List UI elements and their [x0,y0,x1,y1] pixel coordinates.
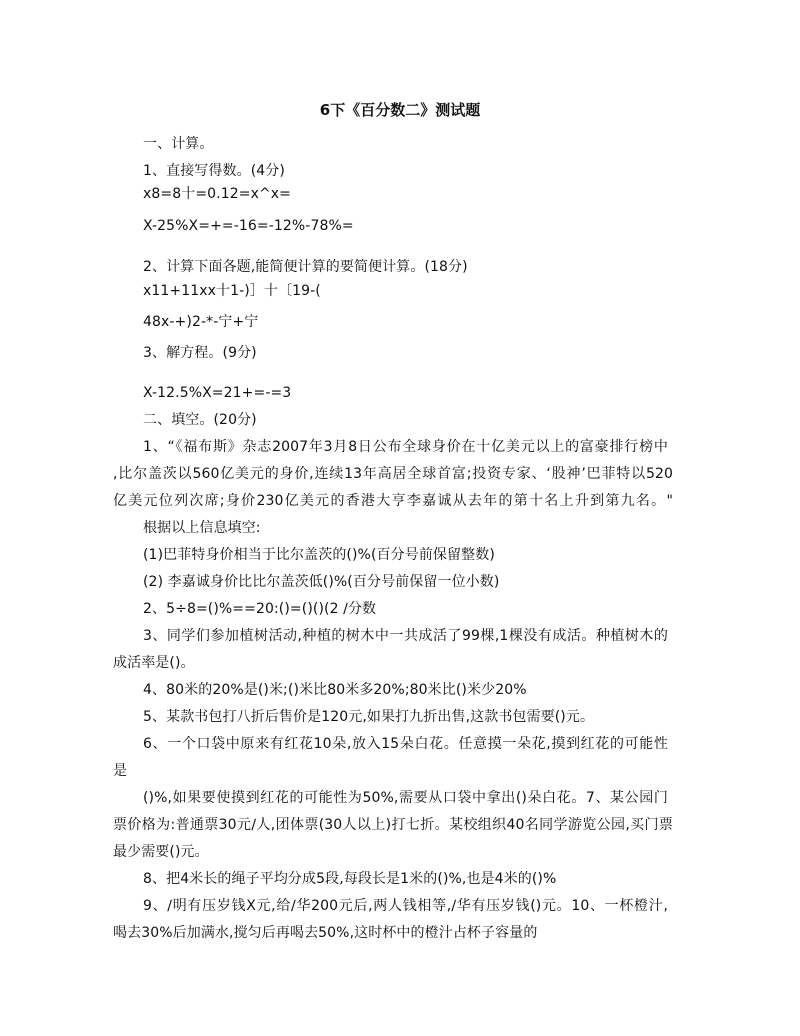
paragraph-line: 成活率是()。 [113,655,195,671]
paragraph-line: 6、一个口袋中原来有红花10朵,放入15朵白花。任意摸一朵花,摸到红花的可能性 [143,736,668,752]
paragraph-line: 2、5÷8=()%==20:()=()()(2 ∕分数 [143,601,377,617]
question-heading: 2、计算下面各题,能简便计算的要简便计算。(18分) [143,259,468,275]
question-heading: 1、直接写得数。(4分) [143,163,285,179]
paragraph-line: ()%,如果要使摸到红花的可能性为50%,需要从口袋中拿出()朵白花。7、某公园门 [143,790,668,806]
paragraph-line: (2) 李嘉诚身价比比尔盖茨低()%(百分号前保留一位小数) [143,574,500,590]
paragraph-line: 是 [113,763,128,779]
paragraph-line: 根据以上信息填空: [143,520,261,536]
equation-line: X-12.5%X=21+=-=3 [143,385,292,401]
document-title: 6下《百分数二》测试题 [319,101,481,119]
section-heading-calculation: 一、计算。 [143,136,214,152]
equation-line: 48x-+)2-*-宁+宁 [143,314,259,330]
paragraph-line: 票价格为:普通票30元∕人,团体票(30人以上)打七折。某校组织40名同学游览公园,买门票 [113,817,673,833]
paragraph-line: 8、把4米长的绳子平均分成5段,每段长是1米的()%,也是4米的()% [143,871,557,887]
paragraph-line: ,比尔盖茨以560亿美元的身价,连续13年高居全球首富;投资专家、‘股神’巴菲特以520 [113,466,673,482]
paragraph-line: 喝去30%后加满水,搅匀后再喝去50%,这时杯中的橙汁占杯子容量的 [113,925,538,941]
equation-line: X-25%X=+=-16=-12%-78%= [143,218,354,234]
question-heading: 3、解方程。(9分) [143,345,257,361]
paragraph-line: (1)巴菲特身价相当于比尔盖茨的()%(百分号前保留整数) [143,547,495,563]
paragraph-line: 最少需要()元。 [113,844,209,860]
equation-line: x11+11xx十1-)］十〔19-( [143,283,321,299]
paragraph-line: 1、“《福布斯》杂志2007年3月8日公布全球身价在十亿美元以上的富豪排行榜中 [143,439,668,455]
equation-line: x8=8十=0.12=x^x= [143,186,291,202]
paragraph-line: 9、∕明有压岁钱X元,给∕华200元后,两人钱相等,∕华有压岁钱()元。10、一杯橙汁, [143,898,668,914]
paragraph-line: 亿美元位列次席;身价230亿美元的香港大亨李嘉诚从去年的第十名上升到第九名。" [113,493,673,509]
paragraph-line: 3、同学们参加植树活动,种植的树木中一共成活了99棵,1棵没有成活。种植树木的 [143,628,668,644]
paragraph-line: 4、80米的20%是()米;()米比80米多20%;80米比()米少20% [143,682,527,698]
paragraph-line: 5、某款书包打八折后售价是120元,如果打九折出售,这款书包需要()元。 [143,709,595,725]
section-heading-fill-blank: 二、填空。(20分) [143,412,257,428]
